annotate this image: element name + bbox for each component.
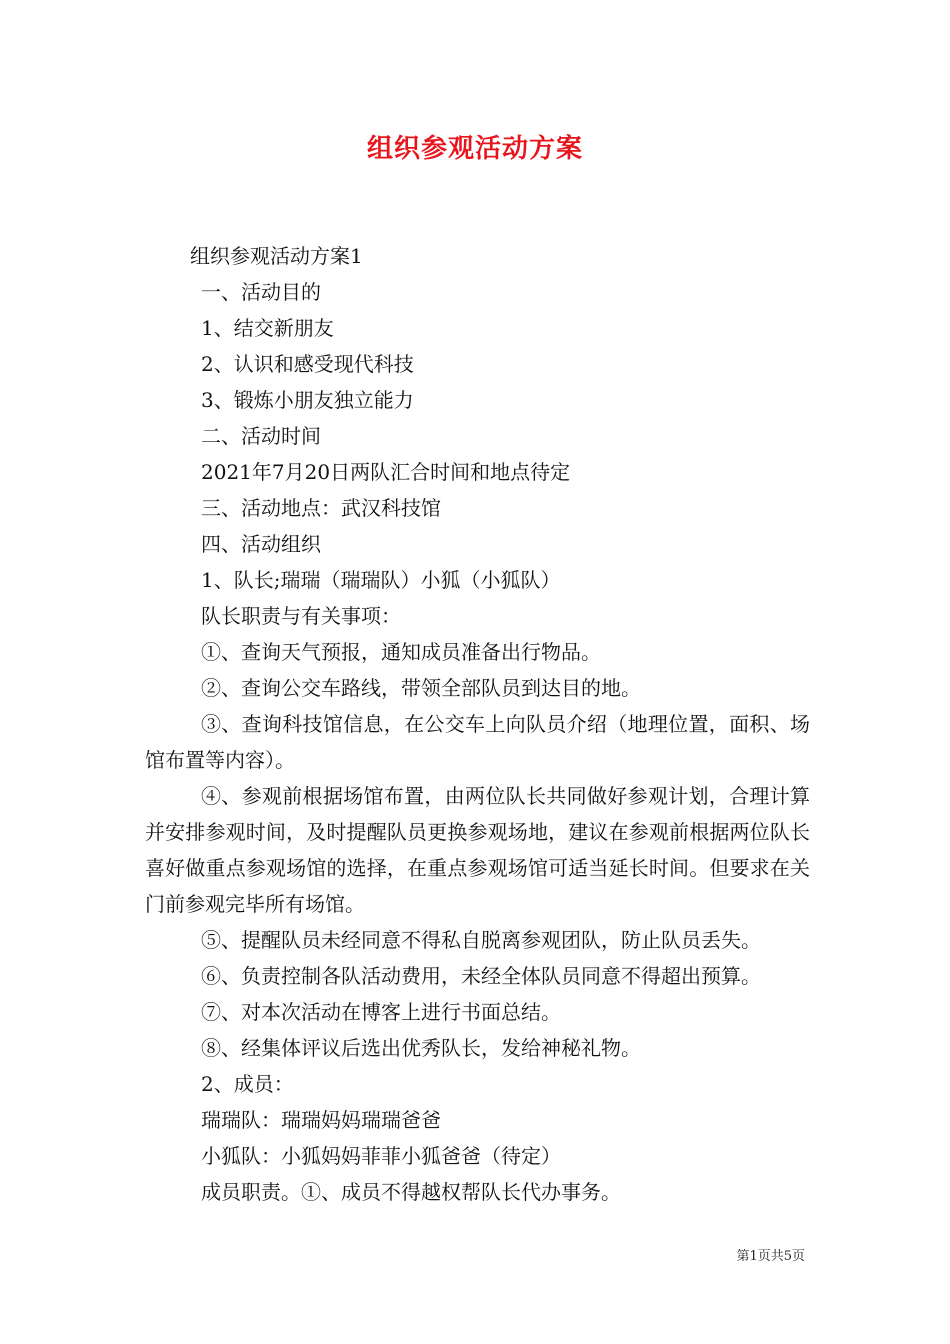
paragraph: 二、活动时间 xyxy=(201,424,321,448)
page-number: 第1页共5页 xyxy=(736,1249,805,1264)
paragraph: ④、参观前根据场馆布置，由两位队长共同做好参观计划，合理计算并安排参观时间，及时提醒队员更换参观场地，建议在参观前根据两位队长喜好做重点参观场馆的选择，在重点参观场馆可适当延长时间。但要求在关门前参观完毕所有场馆。 xyxy=(145,784,810,916)
paragraph: 1、队长;瑞瑞（瑞瑞队）小狐（小狐队） xyxy=(201,568,561,592)
paragraph: ⑦、对本次活动在博客上进行书面总结。 xyxy=(201,1000,561,1024)
paragraph: ⑤、提醒队员未经同意不得私自脱离参观团队，防止队员丢失。 xyxy=(201,928,761,952)
paragraph: 3、锻炼小朋友独立能力 xyxy=(201,388,414,412)
paragraph: ③、查询科技馆信息，在公交车上向队员介绍（地理位置，面积、场馆布置等内容）。 xyxy=(145,712,810,772)
paragraph: 2、认识和感受现代科技 xyxy=(201,352,414,376)
document-title: 组织参观活动方案 xyxy=(366,134,583,164)
paragraph: 四、活动组织 xyxy=(201,532,321,556)
paragraph: ⑧、经集体评议后选出优秀队长，发给神秘礼物。 xyxy=(201,1036,641,1060)
paragraph: ②、查询公交车路线，带领全部队员到达目的地。 xyxy=(201,676,641,700)
paragraph: 瑞瑞队：瑞瑞妈妈瑞瑞爸爸 xyxy=(201,1108,441,1132)
paragraph: 2021年7月20日两队汇合时间和地点待定 xyxy=(201,460,571,484)
paragraph: 小狐队：小狐妈妈菲菲小狐爸爸（待定） xyxy=(201,1144,561,1168)
paragraph: 1、结交新朋友 xyxy=(201,316,334,340)
section-heading: 组织参观活动方案1 xyxy=(190,244,363,268)
paragraph: ⑥、负责控制各队活动费用，未经全体队员同意不得超出预算。 xyxy=(201,964,761,988)
paragraph: 2、成员： xyxy=(201,1072,294,1096)
paragraph: ①、查询天气预报，通知成员准备出行物品。 xyxy=(201,640,601,664)
paragraph: 成员职责。①、成员不得越权帮队长代办事务。 xyxy=(201,1180,621,1204)
paragraph: 一、活动目的 xyxy=(201,280,321,304)
paragraph: 三、活动地点：武汉科技馆 xyxy=(201,496,441,520)
paragraph: 队长职责与有关事项： xyxy=(201,604,401,628)
document-body xyxy=(145,238,810,1210)
